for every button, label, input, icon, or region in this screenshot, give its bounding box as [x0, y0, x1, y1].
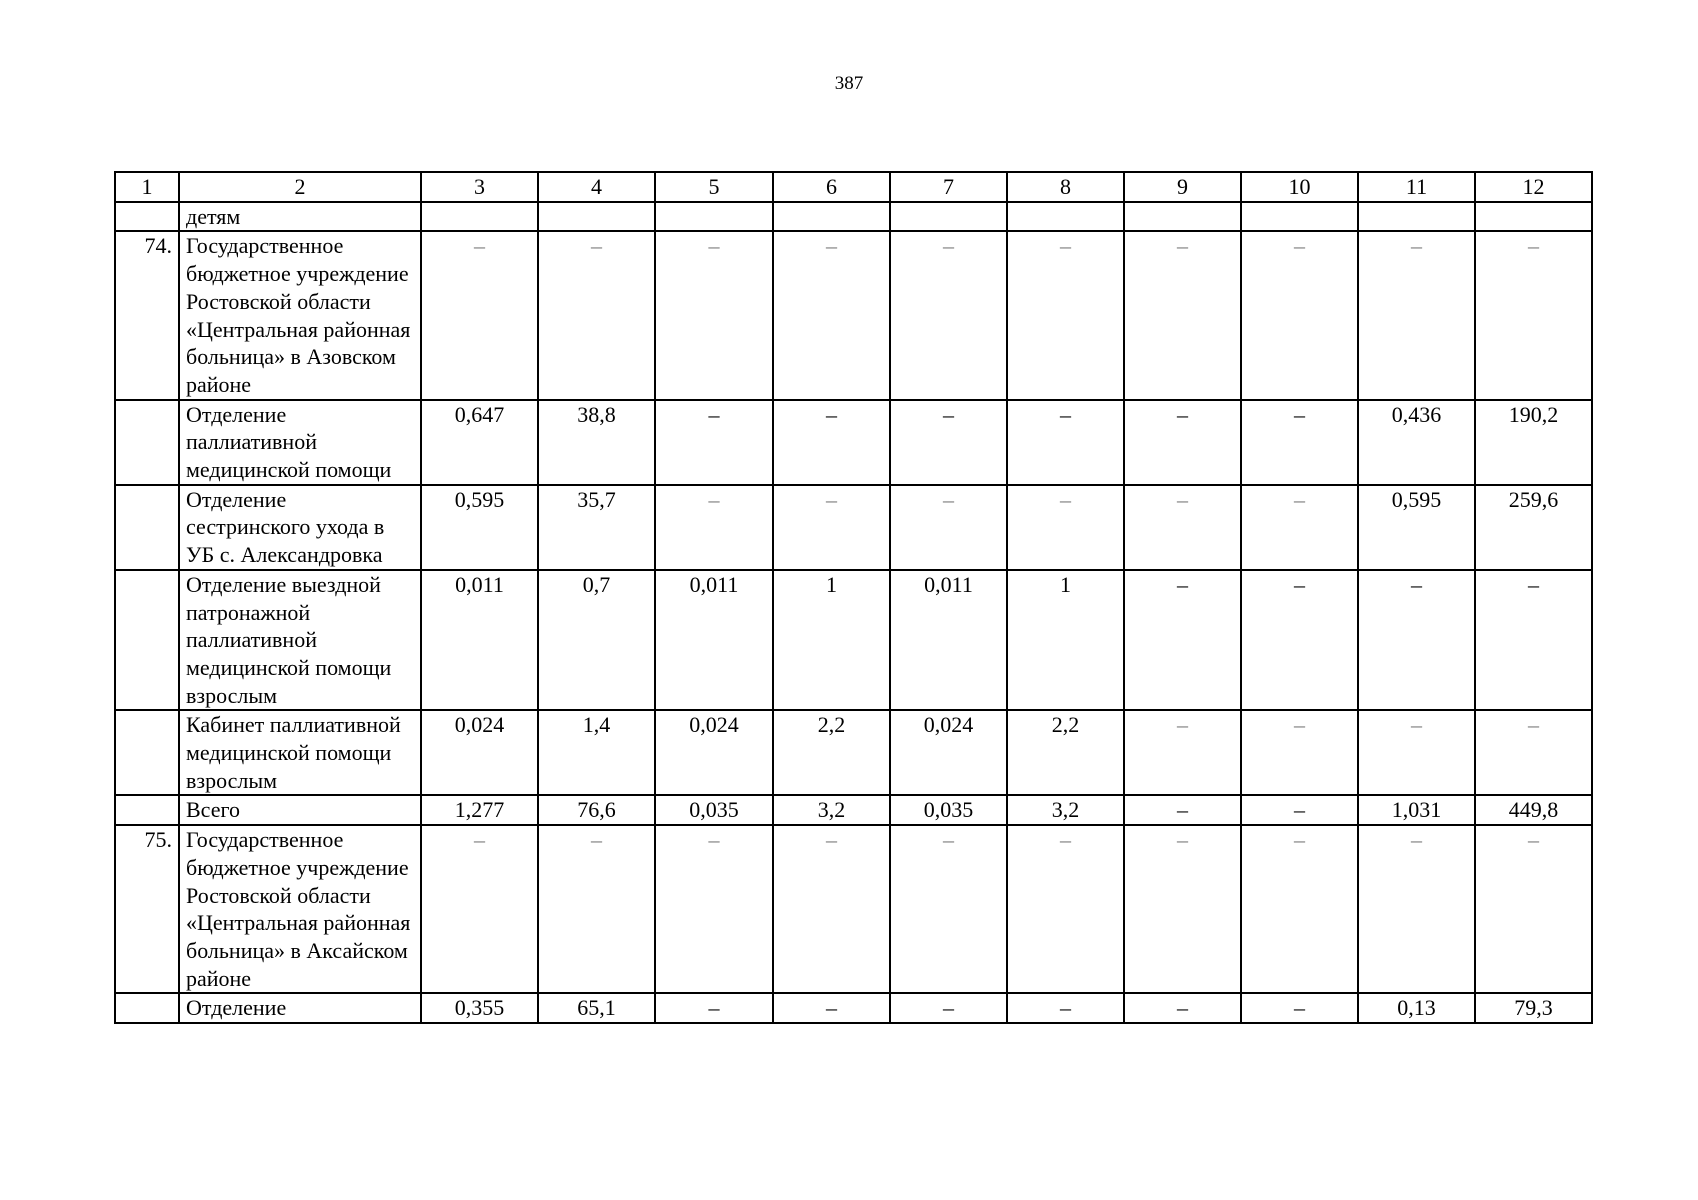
value-cell: –: [1358, 710, 1475, 795]
value-cell: 79,3: [1475, 993, 1592, 1023]
value-cell: –: [421, 825, 538, 993]
value-cell: 0,011: [890, 570, 1007, 711]
value-cell: 65,1: [538, 993, 655, 1023]
value-cell: –: [655, 825, 773, 993]
value-cell: 0,595: [421, 485, 538, 570]
value-cell: –: [890, 825, 1007, 993]
table-row: [115, 570, 1592, 711]
row-name-cell: Отделение выездной патронажной паллиативной медицинской помощи взрослым: [179, 570, 421, 711]
value-cell: –: [1241, 570, 1358, 711]
value-cell: –: [890, 400, 1007, 485]
value-cell: –: [1124, 795, 1241, 825]
value-cell: –: [1007, 400, 1124, 485]
table-row: [115, 231, 1592, 399]
value-cell: –: [1007, 231, 1124, 399]
row-name-cell: Всего: [179, 795, 421, 825]
value-cell: 1,277: [421, 795, 538, 825]
row-name-cell: Отделение: [179, 993, 421, 1023]
value-cell: –: [1007, 993, 1124, 1023]
header-cell: 4: [538, 172, 655, 202]
row-number-cell: 75.: [115, 825, 179, 993]
header-cell: 8: [1007, 172, 1124, 202]
header-cell: 10: [1241, 172, 1358, 202]
value-cell: –: [1241, 795, 1358, 825]
value-cell: –: [1241, 710, 1358, 795]
value-cell: 1: [1007, 570, 1124, 711]
value-cell: –: [655, 231, 773, 399]
row-name-cell: Государственное бюджетное учреждение Ростовской области «Центральная районная больница» в Аксайском районе: [179, 825, 421, 993]
value-cell: 0,647: [421, 400, 538, 485]
table-row: [115, 400, 1592, 485]
value-cell: –: [1358, 825, 1475, 993]
value-cell: [1124, 202, 1241, 232]
value-cell: –: [773, 231, 890, 399]
page-number: 387: [834, 73, 864, 94]
data-table: [114, 171, 1593, 1024]
value-cell: –: [1124, 993, 1241, 1023]
header-cell: 5: [655, 172, 773, 202]
row-name-cell: Государственное бюджетное учреждение Ростовской области «Центральная районная больница» в Азовском районе: [179, 231, 421, 399]
value-cell: –: [1124, 485, 1241, 570]
value-cell: [1007, 202, 1124, 232]
value-cell: –: [773, 400, 890, 485]
value-cell: 3,2: [773, 795, 890, 825]
row-name-cell: Отделение сестринского ухода в УБ с. Александровка: [179, 485, 421, 570]
value-cell: –: [773, 485, 890, 570]
value-cell: –: [655, 400, 773, 485]
value-cell: –: [1124, 825, 1241, 993]
value-cell: 35,7: [538, 485, 655, 570]
value-cell: –: [1124, 570, 1241, 711]
table-row: [115, 825, 1592, 993]
row-number-cell: [115, 993, 179, 1023]
header-cell: 3: [421, 172, 538, 202]
value-cell: 0,035: [890, 795, 1007, 825]
table-header-row: [115, 172, 1592, 202]
value-cell: –: [1241, 231, 1358, 399]
value-cell: 0,436: [1358, 400, 1475, 485]
table-row: [115, 485, 1592, 570]
header-cell: 1: [115, 172, 179, 202]
value-cell: –: [1241, 825, 1358, 993]
value-cell: –: [890, 485, 1007, 570]
value-cell: –: [1124, 231, 1241, 399]
value-cell: 1: [773, 570, 890, 711]
row-number-cell: [115, 570, 179, 711]
value-cell: –: [1241, 485, 1358, 570]
value-cell: [1241, 202, 1358, 232]
row-name-cell: Кабинет паллиативной медицинской помощи взрослым: [179, 710, 421, 795]
row-number-cell: 74.: [115, 231, 179, 399]
value-cell: 2,2: [1007, 710, 1124, 795]
value-cell: 259,6: [1475, 485, 1592, 570]
table-row: [115, 993, 1592, 1023]
value-cell: –: [1475, 231, 1592, 399]
value-cell: –: [421, 231, 538, 399]
row-number-cell: [115, 795, 179, 825]
value-cell: –: [773, 825, 890, 993]
value-cell: –: [538, 231, 655, 399]
value-cell: [773, 202, 890, 232]
header-cell: 6: [773, 172, 890, 202]
table-row: [115, 710, 1592, 795]
header-cell: 11: [1358, 172, 1475, 202]
value-cell: 0,024: [655, 710, 773, 795]
row-number-cell: [115, 202, 179, 232]
value-cell: 0,011: [655, 570, 773, 711]
value-cell: –: [1124, 710, 1241, 795]
value-cell: [1475, 202, 1592, 232]
value-cell: 1,031: [1358, 795, 1475, 825]
value-cell: –: [1475, 825, 1592, 993]
value-cell: 0,011: [421, 570, 538, 711]
value-cell: –: [1007, 485, 1124, 570]
value-cell: –: [890, 993, 1007, 1023]
value-cell: 0,355: [421, 993, 538, 1023]
value-cell: –: [1475, 710, 1592, 795]
value-cell: 0,035: [655, 795, 773, 825]
value-cell: 38,8: [538, 400, 655, 485]
value-cell: 449,8: [1475, 795, 1592, 825]
value-cell: –: [1241, 400, 1358, 485]
header-cell: 12: [1475, 172, 1592, 202]
value-cell: 0,595: [1358, 485, 1475, 570]
value-cell: –: [1241, 993, 1358, 1023]
value-cell: 2,2: [773, 710, 890, 795]
value-cell: 3,2: [1007, 795, 1124, 825]
value-cell: 0,7: [538, 570, 655, 711]
value-cell: –: [655, 993, 773, 1023]
value-cell: –: [773, 993, 890, 1023]
value-cell: [1358, 202, 1475, 232]
row-number-cell: [115, 710, 179, 795]
value-cell: [655, 202, 773, 232]
value-cell: –: [1124, 400, 1241, 485]
header-cell: 7: [890, 172, 1007, 202]
value-cell: –: [655, 485, 773, 570]
value-cell: –: [1007, 825, 1124, 993]
value-cell: 0,024: [890, 710, 1007, 795]
table-row: [115, 202, 1592, 232]
value-cell: –: [890, 231, 1007, 399]
value-cell: [538, 202, 655, 232]
row-number-cell: [115, 400, 179, 485]
header-cell: 9: [1124, 172, 1241, 202]
row-name-cell: Отделение паллиативной медицинской помощи: [179, 400, 421, 485]
value-cell: 0,13: [1358, 993, 1475, 1023]
value-cell: 190,2: [1475, 400, 1592, 485]
value-cell: 76,6: [538, 795, 655, 825]
value-cell: 1,4: [538, 710, 655, 795]
value-cell: [890, 202, 1007, 232]
value-cell: –: [538, 825, 655, 993]
value-cell: –: [1358, 570, 1475, 711]
value-cell: [421, 202, 538, 232]
value-cell: 0,024: [421, 710, 538, 795]
value-cell: –: [1358, 231, 1475, 399]
value-cell: –: [1475, 570, 1592, 711]
table-row: [115, 795, 1592, 825]
row-name-cell: детям: [179, 202, 421, 232]
header-cell: 2: [179, 172, 421, 202]
row-number-cell: [115, 485, 179, 570]
